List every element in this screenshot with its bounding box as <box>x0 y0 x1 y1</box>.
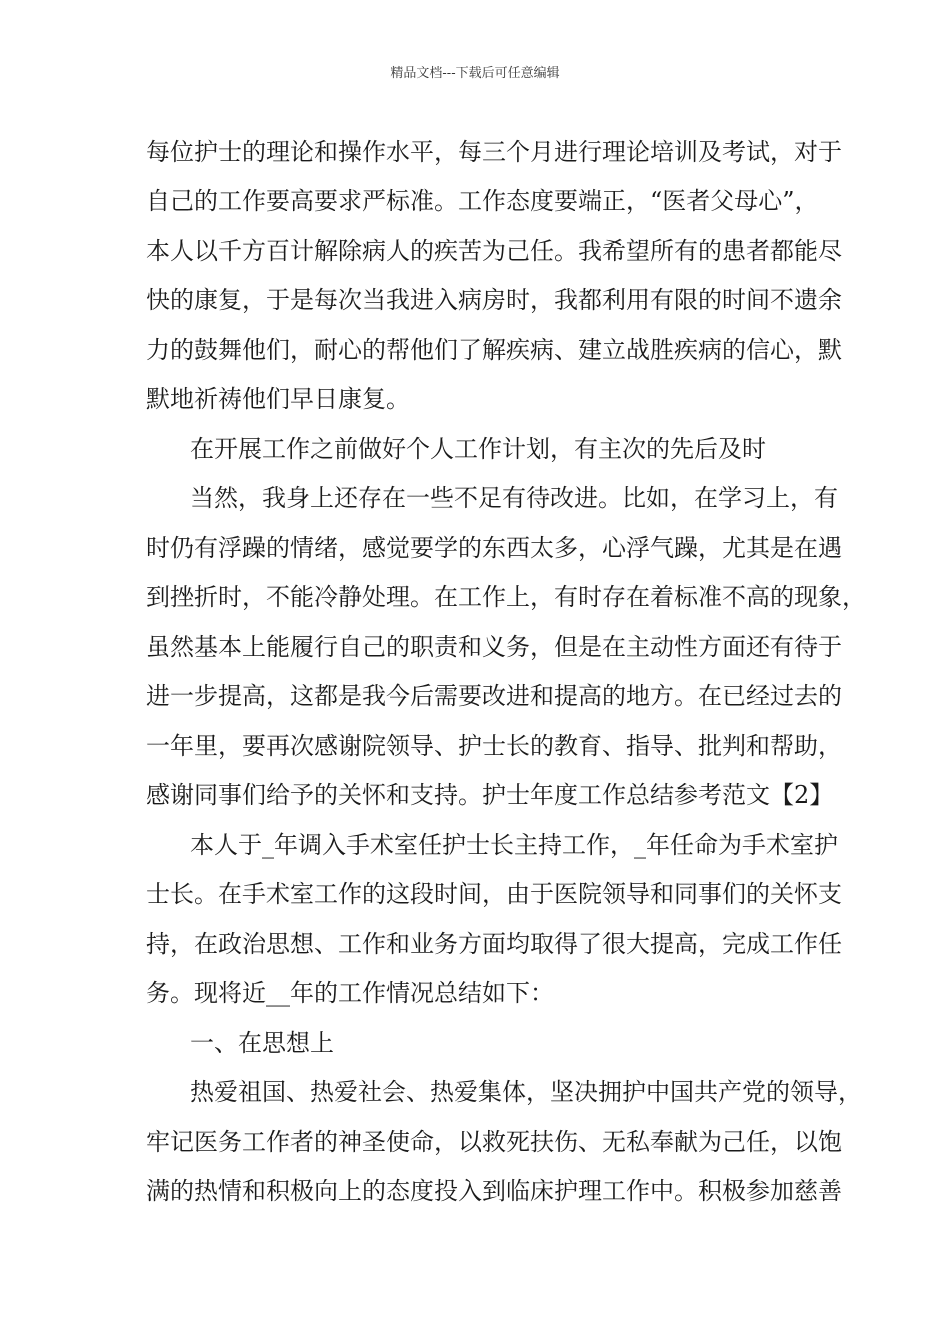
body-line: 一年里，要再次感谢院领导、护士长的教育、指导、批判和帮助， <box>146 732 842 760</box>
body-line: 在开展工作之前做好个人工作计划，有主次的先后及时 <box>190 435 766 463</box>
body-line: 士长。在手术室工作的这段时间，由于医院领导和同事们的关怀支 <box>146 880 842 908</box>
section-heading: 一、在思想上 <box>190 1029 334 1057</box>
body-line: 虽然基本上能履行自己的职责和义务，但是在主动性方面还有待于 <box>146 633 842 661</box>
body-line: 到挫折时，不能冷静处理。在工作上，有时存在着标准不高的现象， <box>146 583 866 611</box>
body-line: 力的鼓舞他们，耐心的帮他们了解疾病、建立战胜疾病的信心，默 <box>146 336 842 364</box>
body-line: 热爱祖国、热爱社会、热爱集体，坚决拥护中国共产党的领导， <box>190 1078 862 1106</box>
body-line: 务。现将近__年的工作情况总结如下： <box>146 979 554 1007</box>
body-line: 每位护士的理论和操作水平，每三个月进行理论培训及考试，对于 <box>146 138 842 166</box>
body-line: 时仍有浮躁的情绪，感觉要学的东西太多，心浮气躁，尤其是在遇 <box>146 534 842 562</box>
body-line: 满的热情和积极向上的态度投入到临床护理工作中。积极参加慈善 <box>146 1177 842 1205</box>
body-line: 感谢同事们给予的关怀和支持。护士年度工作总结参考范文【2】 <box>146 781 834 809</box>
body-line: 进一步提高，这都是我今后需要改进和提高的地方。在已经过去的 <box>146 682 842 710</box>
page-header: 精品文档---下载后可任意编辑 <box>390 66 560 81</box>
body-line: 当然，我身上还存在一些不足有待改进。比如，在学习上，有 <box>190 484 838 512</box>
body-line: 本人于_年调入手术室任护士长主持工作，_年任命为手术室护 <box>190 831 838 859</box>
body-line: 默地祈祷他们早日康复。 <box>146 385 410 413</box>
body-line: 本人以千方百计解除病人的疾苦为己任。我希望所有的患者都能尽 <box>146 237 842 265</box>
body-line: 自己的工作要高要求严标准。工作态度要端正，“医者父母心”， <box>146 187 819 215</box>
body-line: 牢记医务工作者的神圣使命，以救死扶伤、无私奉献为己任，以饱 <box>146 1128 842 1156</box>
body-line: 快的康复，于是每次当我进入病房时，我都利用有限的时间不遗余 <box>146 286 842 314</box>
body-line: 持，在政治思想、工作和业务方面均取得了很大提高，完成工作任 <box>146 930 842 958</box>
